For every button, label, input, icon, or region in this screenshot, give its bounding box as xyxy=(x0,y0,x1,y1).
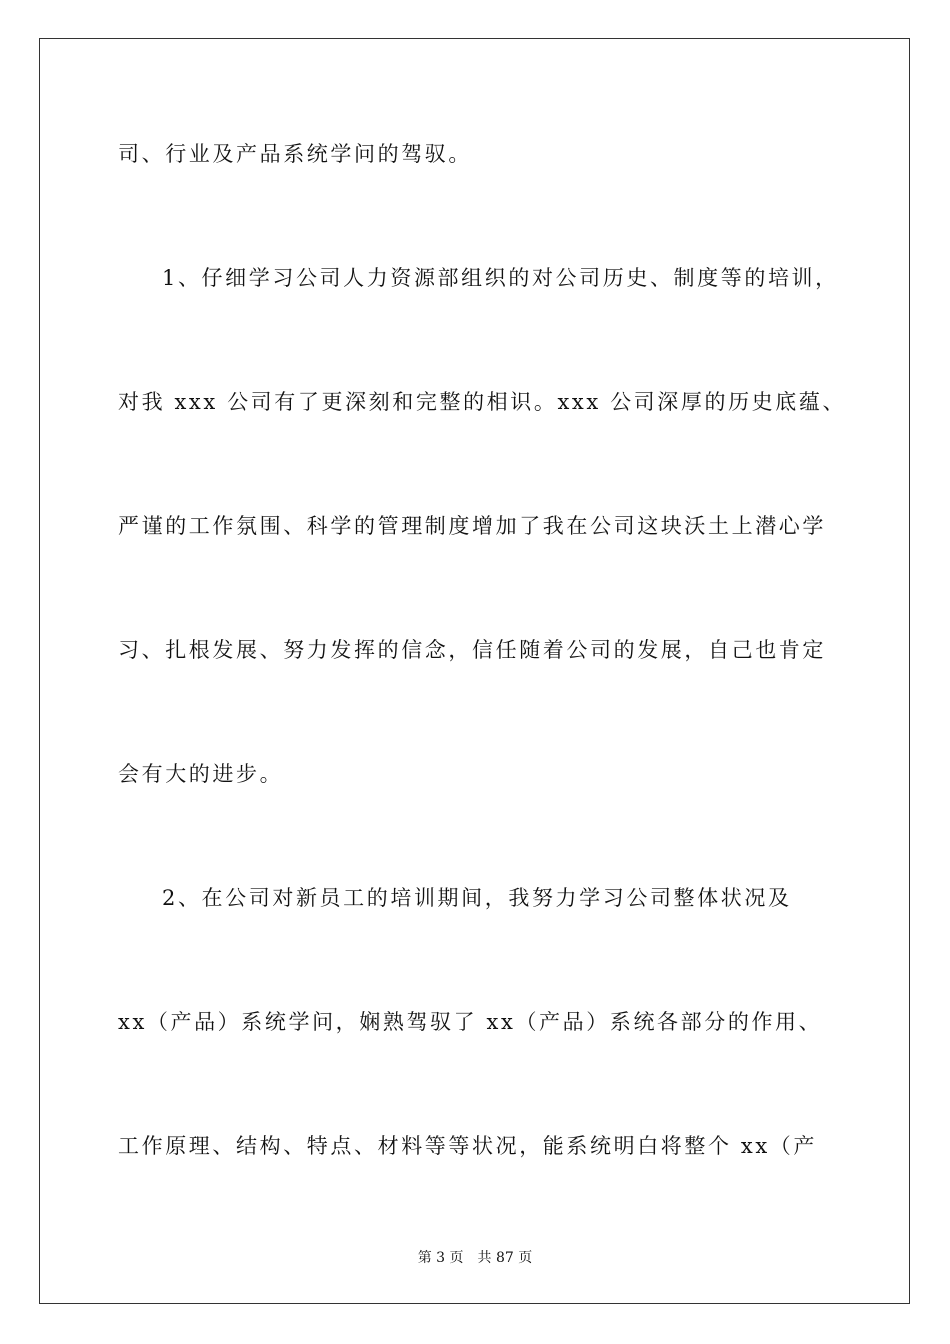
text-line: xx（产品）系统学问，娴熟驾驭了 xx（产品）系统各部分的作用、 xyxy=(118,1010,823,1034)
text-line: 1、仔细学习公司人力资源部组织的对公司历史、制度等的培训， xyxy=(162,266,839,290)
page-number: 第 3 页 xyxy=(417,1250,464,1266)
text-line: 严谨的工作氛围、科学的管理制度增加了我在公司这块沃土上潜心学 xyxy=(118,514,826,538)
text-line: 习、扎根发展、努力发挥的信念，信任随着公司的发展，自己也肯定 xyxy=(118,638,826,662)
text-line: 工作原理、结构、特点、材料等等状况，能系统明白将整个 xx（产 xyxy=(118,1134,817,1158)
text-line: 对我 xxx 公司有了更深刻和完整的相识。xxx 公司深厚的历史底蕴、 xyxy=(118,390,847,414)
page-total: 共 87 页 xyxy=(477,1250,533,1266)
text-line: 会有大的进步。 xyxy=(118,762,284,786)
page-footer xyxy=(0,1247,950,1267)
text-line: 司、行业及产品系统学问的驾驭。 xyxy=(118,142,472,166)
text-line: 2、在公司对新员工的培训期间，我努力学习公司整体状况及 xyxy=(162,886,792,910)
page-border xyxy=(39,38,910,1304)
